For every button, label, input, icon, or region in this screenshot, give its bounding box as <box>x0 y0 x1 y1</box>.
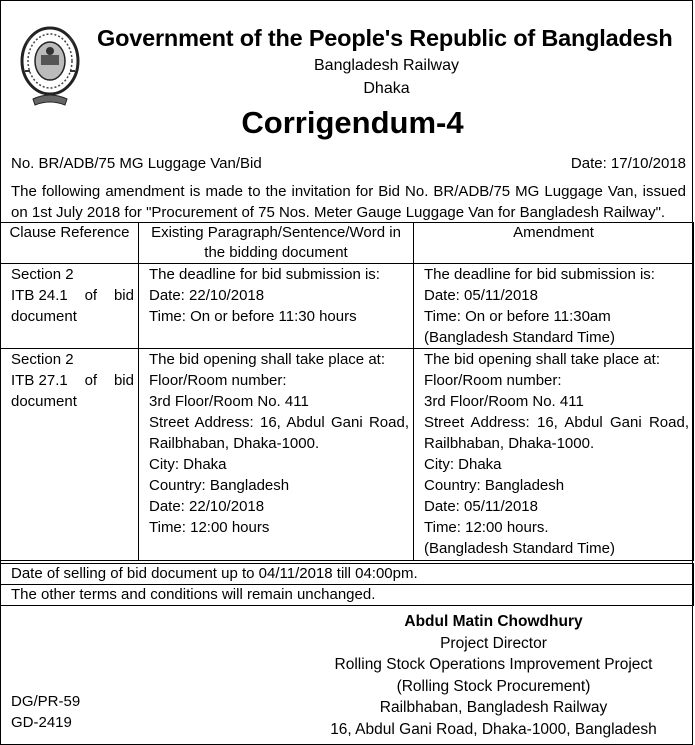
existing-cell <box>139 264 414 349</box>
amendment-table <box>0 222 694 561</box>
column-header-amendment: Amendment <box>414 223 694 264</box>
existing-line: Date: 22/10/2018 <box>149 498 265 515</box>
clause-document: document <box>11 308 77 325</box>
existing-line: The bid opening shall take place at: <box>149 351 385 368</box>
signatory-designation: Project Director <box>440 634 547 652</box>
column-header-existing: Existing Paragraph/Sentence/Word in the bidding document <box>139 223 414 264</box>
amendment-line: Floor/Room number: <box>424 372 562 389</box>
existing-line: Time: 12:00 hours <box>149 519 270 536</box>
itb-bid: bid <box>113 372 134 389</box>
city-name: Dhaka <box>363 80 410 97</box>
publication-codes <box>11 691 80 733</box>
itb-of: of <box>84 372 98 389</box>
reference-number: No. BR/ADB/75 MG Luggage Van/Bid <box>11 155 262 172</box>
amendment-line: City: Dhaka <box>424 456 502 473</box>
table-row <box>1 349 694 561</box>
itb-number: 24.1 <box>38 287 68 304</box>
document-title: Corrigendum-4 <box>241 105 464 140</box>
signatory-name: Abdul Matin Chowdhury <box>404 613 583 630</box>
code-gd: GD-2419 <box>11 714 72 731</box>
itb-label: ITB <box>11 287 35 304</box>
existing-line: Street Address: 16, Abdul Gani Road, Railbhaban, Dhaka-1000. <box>149 414 409 452</box>
amendment-line: Date: 05/11/2018 <box>424 287 538 304</box>
intro-paragraph: The following amendment is made to the invitation for Bid No. BR/ADB/75 MG Luggage Van, issued on 1st July 2018 for "Procurement of 75 Nos. Meter Gauge Luggage Van for Bangladesh Railway". <box>11 183 686 221</box>
amendment-line: The deadline for bid submission is: <box>424 266 655 283</box>
amendment-line: The bid opening shall take place at: <box>424 351 660 368</box>
project-name: Rolling Stock Operations Improvement Project <box>334 656 653 673</box>
existing-line: Floor/Room number: <box>149 372 287 389</box>
clause-document: document <box>11 393 77 410</box>
itb-of: of <box>84 287 98 304</box>
itb-label: ITB <box>11 372 35 389</box>
table-row <box>1 264 694 349</box>
office-name: Railbhaban, Bangladesh Railway <box>379 699 608 716</box>
clause-itb <box>11 285 134 306</box>
government-title: Government of the People's Republic of Bangladesh <box>97 25 673 51</box>
itb-number: 27.1 <box>38 372 68 389</box>
signature-block <box>301 611 686 740</box>
reference-line <box>11 155 686 172</box>
table-header-row <box>1 223 694 264</box>
clause-cell <box>1 349 139 561</box>
existing-line: Date: 22/10/2018 <box>149 287 265 304</box>
terms-note: The other terms and conditions will remain unchanged. <box>0 584 694 606</box>
subproject-name: (Rolling Stock Procurement) <box>396 677 591 695</box>
selling-date-note: Date of selling of bid document up to 04/11/2018 till 04:00pm. <box>0 563 694 585</box>
clause-itb <box>11 370 134 391</box>
amendment-line: (Bangladesh Standard Time) <box>424 540 615 557</box>
notice-date: Date: 17/10/2018 <box>570 155 686 172</box>
amendment-line: Country: Bangladesh <box>424 477 565 494</box>
amendment-cell <box>414 264 694 349</box>
clause-cell <box>1 264 139 349</box>
code-dgpr: DG/PR-59 <box>11 693 81 710</box>
amendment-line: Date: 05/11/2018 <box>424 498 538 515</box>
clause-section: Section 2 <box>11 351 74 368</box>
clause-section: Section 2 <box>11 266 74 283</box>
existing-cell <box>139 349 414 561</box>
organization-name: Bangladesh Railway <box>314 57 459 74</box>
amendment-line: Street Address: 16, Abdul Gani Road, Railbhaban, Dhaka-1000. <box>424 414 689 452</box>
itb-bid: bid <box>113 287 134 304</box>
amendment-line: Time: On or before 11:30am <box>424 308 611 325</box>
existing-line: The deadline for bid submission is: <box>149 266 380 283</box>
existing-line: Country: Bangladesh <box>149 477 290 494</box>
amendment-line: Time: 12:00 hours. <box>424 519 549 536</box>
existing-line: Time: On or before 11:30 hours <box>149 308 357 325</box>
office-address: 16, Abdul Gani Road, Dhaka-1000, Bangladesh <box>330 720 657 738</box>
amendment-cell <box>414 349 694 561</box>
amendment-line: (Bangladesh Standard Time) <box>424 329 615 346</box>
amendment-line: 3rd Floor/Room No. 411 <box>424 393 584 410</box>
existing-line: 3rd Floor/Room No. 411 <box>149 393 309 410</box>
existing-line: City: Dhaka <box>149 456 227 473</box>
column-header-clause: Clause Reference <box>1 223 139 264</box>
notice-header <box>1 1 692 149</box>
